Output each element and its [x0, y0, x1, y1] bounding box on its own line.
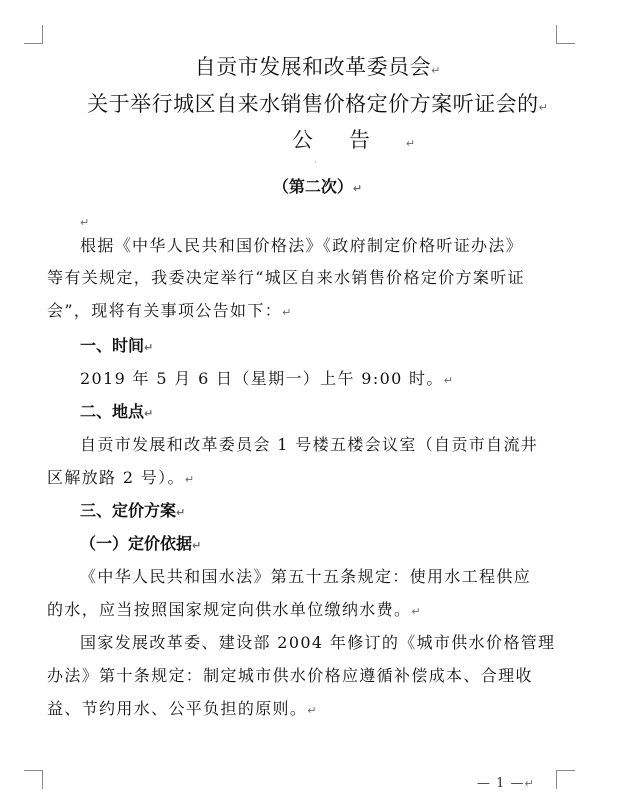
section-3-para-2-line-1: 国家发展改革委、建设部 2004 年修订的《城市供水价格管理: [80, 633, 556, 652]
intro-line-3: 会”，现将有关事项公告如下：↵: [47, 301, 292, 320]
section-1-heading: 一、时间↵: [80, 336, 154, 355]
section-2-line-2: 区解放路 2 号）。↵: [47, 468, 195, 487]
section-3-subheading: （一）定价依据↵: [80, 534, 202, 553]
hidden-mark-dot: ·: [314, 158, 317, 167]
title-line-1: 自贡市发展和改革委员会↵: [194, 55, 441, 79]
intro-line-1: 根据《中华人民共和国价格法》《政府制定价格听证办法》: [80, 236, 524, 255]
section-1-line-1: 2019 年 5 月 6 日（星期一）上午 9:00 时。↵: [80, 369, 453, 388]
paragraph-mark-icon: ↵: [431, 64, 441, 77]
section-3-para-2-line-2: 办法》第十条规定：制定城市供水价格应遵循补偿成本、合理收: [47, 666, 533, 685]
paragraph-mark-icon: ↵: [192, 539, 202, 552]
paragraph-mark-icon: ↵: [176, 506, 186, 519]
section-2-line-1: 自贡市发展和改革委员会 1 号楼五楼会议室（自贡市自流井: [80, 435, 539, 454]
corner-mark-bottom-left: [24, 770, 43, 789]
corner-mark-top-left: [24, 25, 43, 44]
section-3-para-1-line-2: 的水，应当按照国家规定向供水单位缴纳水费。↵: [47, 600, 421, 619]
section-3-para-2-line-3: 益、节约用水、公平负担的原则。↵: [47, 699, 317, 718]
paragraph-mark-icon: ↵: [405, 137, 416, 150]
title-line-3: 公告↵: [291, 128, 416, 152]
subtitle: （第二次）↵: [272, 177, 363, 196]
paragraph-mark-icon: ↵: [282, 306, 292, 319]
paragraph-mark-icon: ↵: [80, 216, 90, 229]
paragraph-mark-icon: ↵: [352, 182, 363, 195]
paragraph-mark-icon: ↵: [443, 374, 453, 387]
corner-mark-top-right: [556, 25, 575, 44]
corner-mark-bottom-right: [556, 770, 575, 789]
page-number: — 1 —↵: [477, 776, 534, 791]
paragraph-mark-icon: ↵: [524, 777, 534, 790]
section-3-heading: 三、定价方案↵: [80, 501, 186, 520]
section-2-heading: 二、地点↵: [80, 402, 154, 421]
paragraph-mark-icon: ↵: [184, 473, 195, 486]
paragraph-mark-icon: ↵: [538, 101, 548, 114]
paragraph-mark-icon: ↵: [144, 341, 154, 354]
paragraph-mark-icon: ↵: [307, 704, 317, 717]
paragraph-mark-icon: ↵: [411, 605, 421, 618]
section-3-para-1-line-1: 《中华人民共和国水法》第五十五条规定：使用水工程供应: [80, 567, 532, 586]
intro-line-2: 等有关规定，我委决定举行“城区自来水销售价格定价方案听证: [47, 268, 525, 287]
title-line-2: 关于举行城区自来水销售价格定价方案听证会的↵: [87, 92, 548, 116]
paragraph-mark-icon: ↵: [144, 407, 154, 420]
